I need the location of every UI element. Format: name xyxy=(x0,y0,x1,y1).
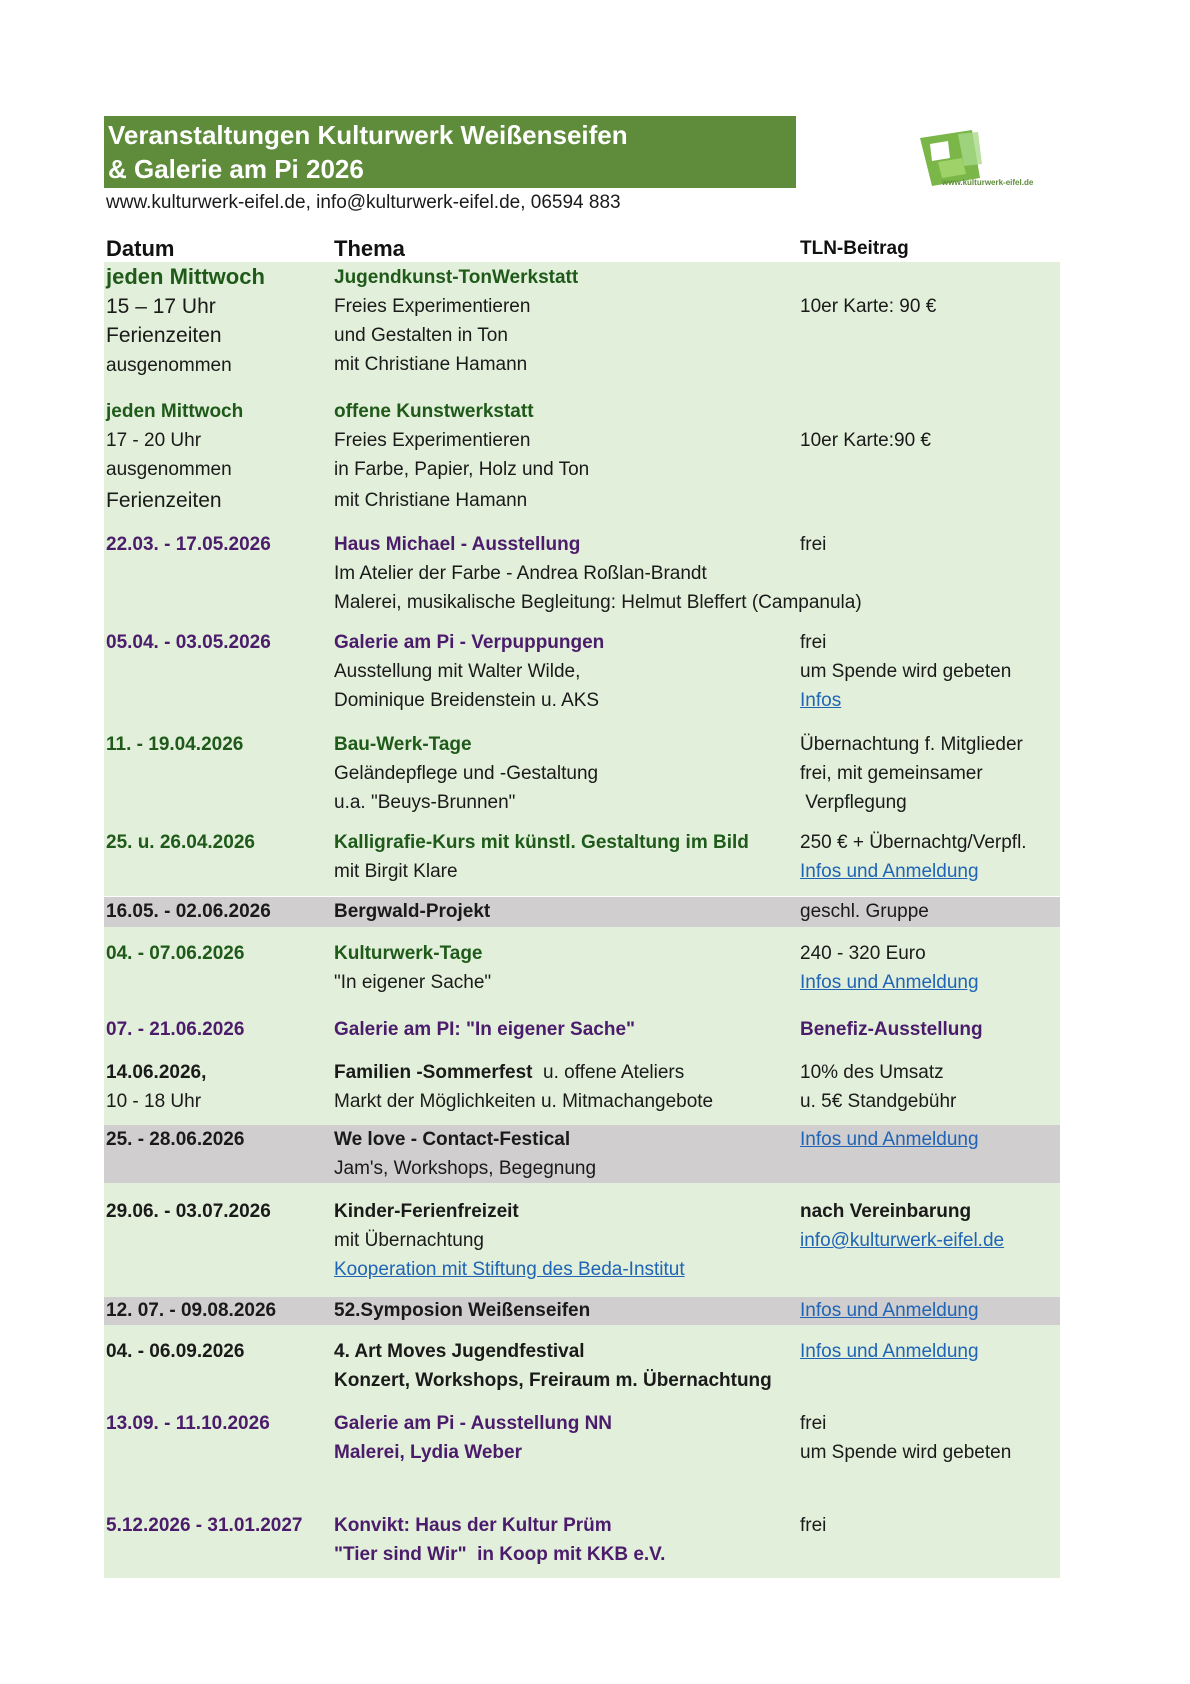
event-detail: mit Birgit Klare xyxy=(334,861,458,882)
event-row xyxy=(104,516,1060,622)
event-title: 4. Art Moves Jugendfestival xyxy=(334,1341,585,1362)
email-link[interactable]: info@kulturwerk-eifel.de xyxy=(800,1230,1005,1251)
event-fee: nach Vereinbarung xyxy=(800,1201,972,1222)
event-title: offene Kunstwerkstatt xyxy=(334,401,534,422)
event-detail: mit Christiane Hamann xyxy=(334,490,528,511)
infos-und-anmeldung-link[interactable]: Infos und Anmeldung xyxy=(800,1300,979,1321)
event-date: 04. - 07.06.2026 xyxy=(106,943,245,964)
event-detail: "In eigener Sache" xyxy=(334,972,492,993)
event-fee: Übernachtung f. Mitglieder xyxy=(800,734,1023,755)
event-date: 07. - 21.06.2026 xyxy=(106,1019,245,1040)
event-title: Galerie am Pi - Verpuppungen xyxy=(334,632,605,653)
infos-und-anmeldung-link[interactable]: Infos und Anmeldung xyxy=(800,861,979,882)
event-title: Kinder-Ferienfreizeit xyxy=(334,1201,519,1222)
event-date: jeden Mittwoch xyxy=(106,401,244,422)
event-row xyxy=(104,1509,1060,1578)
infos-und-anmeldung-link[interactable]: Infos und Anmeldung xyxy=(800,1129,979,1150)
page-title-line-2: & Galerie am Pi 2026 xyxy=(108,154,364,184)
kooperation-link[interactable]: Kooperation mit Stiftung des Beda-Institut xyxy=(334,1259,685,1280)
event-row xyxy=(104,262,1060,386)
event-title: Haus Michael - Ausstellung xyxy=(334,534,581,555)
event-fee-note: um Spende wird gebeten xyxy=(800,661,1012,682)
event-row xyxy=(104,1397,1060,1509)
event-date: 22.03. - 17.05.2026 xyxy=(106,534,271,555)
event-title: Galerie am Pi - Ausstellung NN xyxy=(334,1413,613,1434)
event-row xyxy=(104,1001,1060,1055)
event-title: Kalligrafie-Kurs mit künstl. Gestaltung im Bild xyxy=(334,832,749,853)
event-detail: und Gestalten in Ton xyxy=(334,325,508,346)
event-title: Galerie am PI: "In eigener Sache" xyxy=(334,1019,636,1040)
event-fee: frei xyxy=(800,632,827,653)
event-date: 14.06.2026, xyxy=(106,1062,207,1083)
event-row xyxy=(104,622,1060,722)
infos-und-anmeldung-link[interactable]: Infos und Anmeldung xyxy=(800,1341,979,1362)
event-fee-note: frei, mit gemeinsamer xyxy=(800,763,983,784)
event-row xyxy=(104,1125,1060,1183)
event-detail: Markt der Möglichkeiten u. Mitmachangebote xyxy=(334,1091,714,1112)
event-fee: geschl. Gruppe xyxy=(800,901,929,922)
header-fee: TLN-Beitrag xyxy=(800,238,909,259)
event-title: Jugendkunst-TonWerkstatt xyxy=(334,267,579,288)
event-detail: mit Übernachtung xyxy=(334,1230,484,1251)
header-topic: Thema xyxy=(334,236,405,261)
contact-line: www.kulturwerk-eifel.de, info@kulturwerk-eifel.de, 06594 883 xyxy=(106,192,621,213)
event-row xyxy=(104,1055,1060,1125)
event-title: 52.Symposion Weißenseifen xyxy=(334,1300,591,1321)
event-date-note: Ferienzeiten xyxy=(106,489,222,512)
event-date: 5.12.2026 - 31.01.2027 xyxy=(106,1515,303,1536)
event-detail: Freies Experimentieren xyxy=(334,296,531,317)
event-row xyxy=(104,1325,1060,1397)
event-title: Kulturwerk-Tage xyxy=(334,943,483,964)
event-fee: Benefiz-Ausstellung xyxy=(800,1019,983,1040)
event-detail: mit Christiane Hamann xyxy=(334,354,528,375)
event-detail: Malerei, musikalische Begleitung: Helmut Bleffert (Campanula) xyxy=(334,592,862,613)
event-detail: "Tier sind Wir" in Koop mit KKB e.V. xyxy=(334,1544,666,1565)
event-detail: Dominique Breidenstein u. AKS xyxy=(334,690,600,711)
event-fee: frei xyxy=(800,534,827,555)
event-detail: in Farbe, Papier, Holz und Ton xyxy=(334,459,590,480)
event-date-note: Ferienzeiten xyxy=(106,324,222,347)
event-date: 25. - 28.06.2026 xyxy=(106,1129,245,1150)
infos-und-anmeldung-link[interactable]: Infos und Anmeldung xyxy=(800,972,979,993)
event-fee-note: um Spende wird gebeten xyxy=(800,1442,1012,1463)
event-title-bold: Familien -Sommerfest xyxy=(334,1062,533,1083)
event-fee-note: Verpflegung xyxy=(800,792,907,813)
event-detail: Im Atelier der Farbe - Andrea Roßlan-Brandt xyxy=(334,563,707,584)
event-fee: 250 € + Übernachtg/Verpfl. xyxy=(800,832,1027,853)
event-fee: 240 - 320 Euro xyxy=(800,943,926,964)
infos-link[interactable]: Infos xyxy=(800,690,842,711)
logo-url-text: www.kulturwerk-eifel.de xyxy=(942,178,1034,187)
event-title xyxy=(334,1058,684,1087)
event-row xyxy=(104,822,1060,896)
event-detail: u.a. "Beuys-Brunnen" xyxy=(334,792,516,813)
event-date: jeden Mittwoch xyxy=(106,264,265,289)
event-fee-note: u. 5€ Standgebühr xyxy=(800,1091,957,1112)
event-fee: 10er Karte:90 € xyxy=(800,430,931,451)
kulturwerk-logo-icon xyxy=(918,128,1048,192)
event-row xyxy=(104,1297,1060,1325)
event-date: 12. 07. - 09.08.2026 xyxy=(106,1300,277,1321)
event-detail: Geländepflege und -Gestaltung xyxy=(334,763,599,784)
event-date: 05.04. - 03.05.2026 xyxy=(106,632,271,653)
event-date-note: ausgenommen xyxy=(106,459,232,480)
event-date: 13.09. - 11.10.2026 xyxy=(106,1413,270,1434)
event-row xyxy=(104,722,1060,822)
event-fee: 10er Karte: 90 € xyxy=(800,296,937,317)
event-fee: frei xyxy=(800,1515,827,1536)
event-row xyxy=(104,897,1060,927)
event-date: 29.06. - 03.07.2026 xyxy=(106,1201,271,1222)
event-title: We love - Contact-Festical xyxy=(334,1129,571,1150)
event-detail: Malerei, Lydia Weber xyxy=(334,1442,522,1463)
page-title-line-1: Veranstaltungen Kulturwerk Weißenseifen xyxy=(108,120,628,150)
event-date: 16.05. - 02.06.2026 xyxy=(106,901,271,922)
event-row xyxy=(104,927,1060,1001)
event-time: 17 - 20 Uhr xyxy=(106,430,202,451)
event-title: Bau-Werk-Tage xyxy=(334,734,472,755)
event-date: 04. - 06.09.2026 xyxy=(106,1341,245,1362)
event-time: 10 - 18 Uhr xyxy=(106,1091,202,1112)
event-date: 11. - 19.04.2026 xyxy=(106,734,244,755)
header-date: Datum xyxy=(106,236,175,261)
event-time: 15 – 17 Uhr xyxy=(106,295,216,318)
event-date: 25. u. 26.04.2026 xyxy=(106,832,255,853)
event-detail: Jam's, Workshops, Begegnung xyxy=(334,1158,597,1179)
event-date-note: ausgenommen xyxy=(106,355,232,376)
event-row xyxy=(104,1183,1060,1297)
event-row xyxy=(104,386,1060,516)
event-title: Konvikt: Haus der Kultur Prüm xyxy=(334,1515,612,1536)
event-detail: Freies Experimentieren xyxy=(334,430,531,451)
event-detail: Ausstellung mit Walter Wilde, xyxy=(334,661,581,682)
page-title-banner xyxy=(104,116,796,188)
event-detail: Konzert, Workshops, Freiraum m. Übernachtung xyxy=(334,1370,772,1391)
event-title: Bergwald-Projekt xyxy=(334,901,491,922)
event-fee: frei xyxy=(800,1413,827,1434)
event-fee: 10% des Umsatz xyxy=(800,1062,944,1083)
event-title-suffix: u. offene Ateliers xyxy=(532,1062,685,1083)
